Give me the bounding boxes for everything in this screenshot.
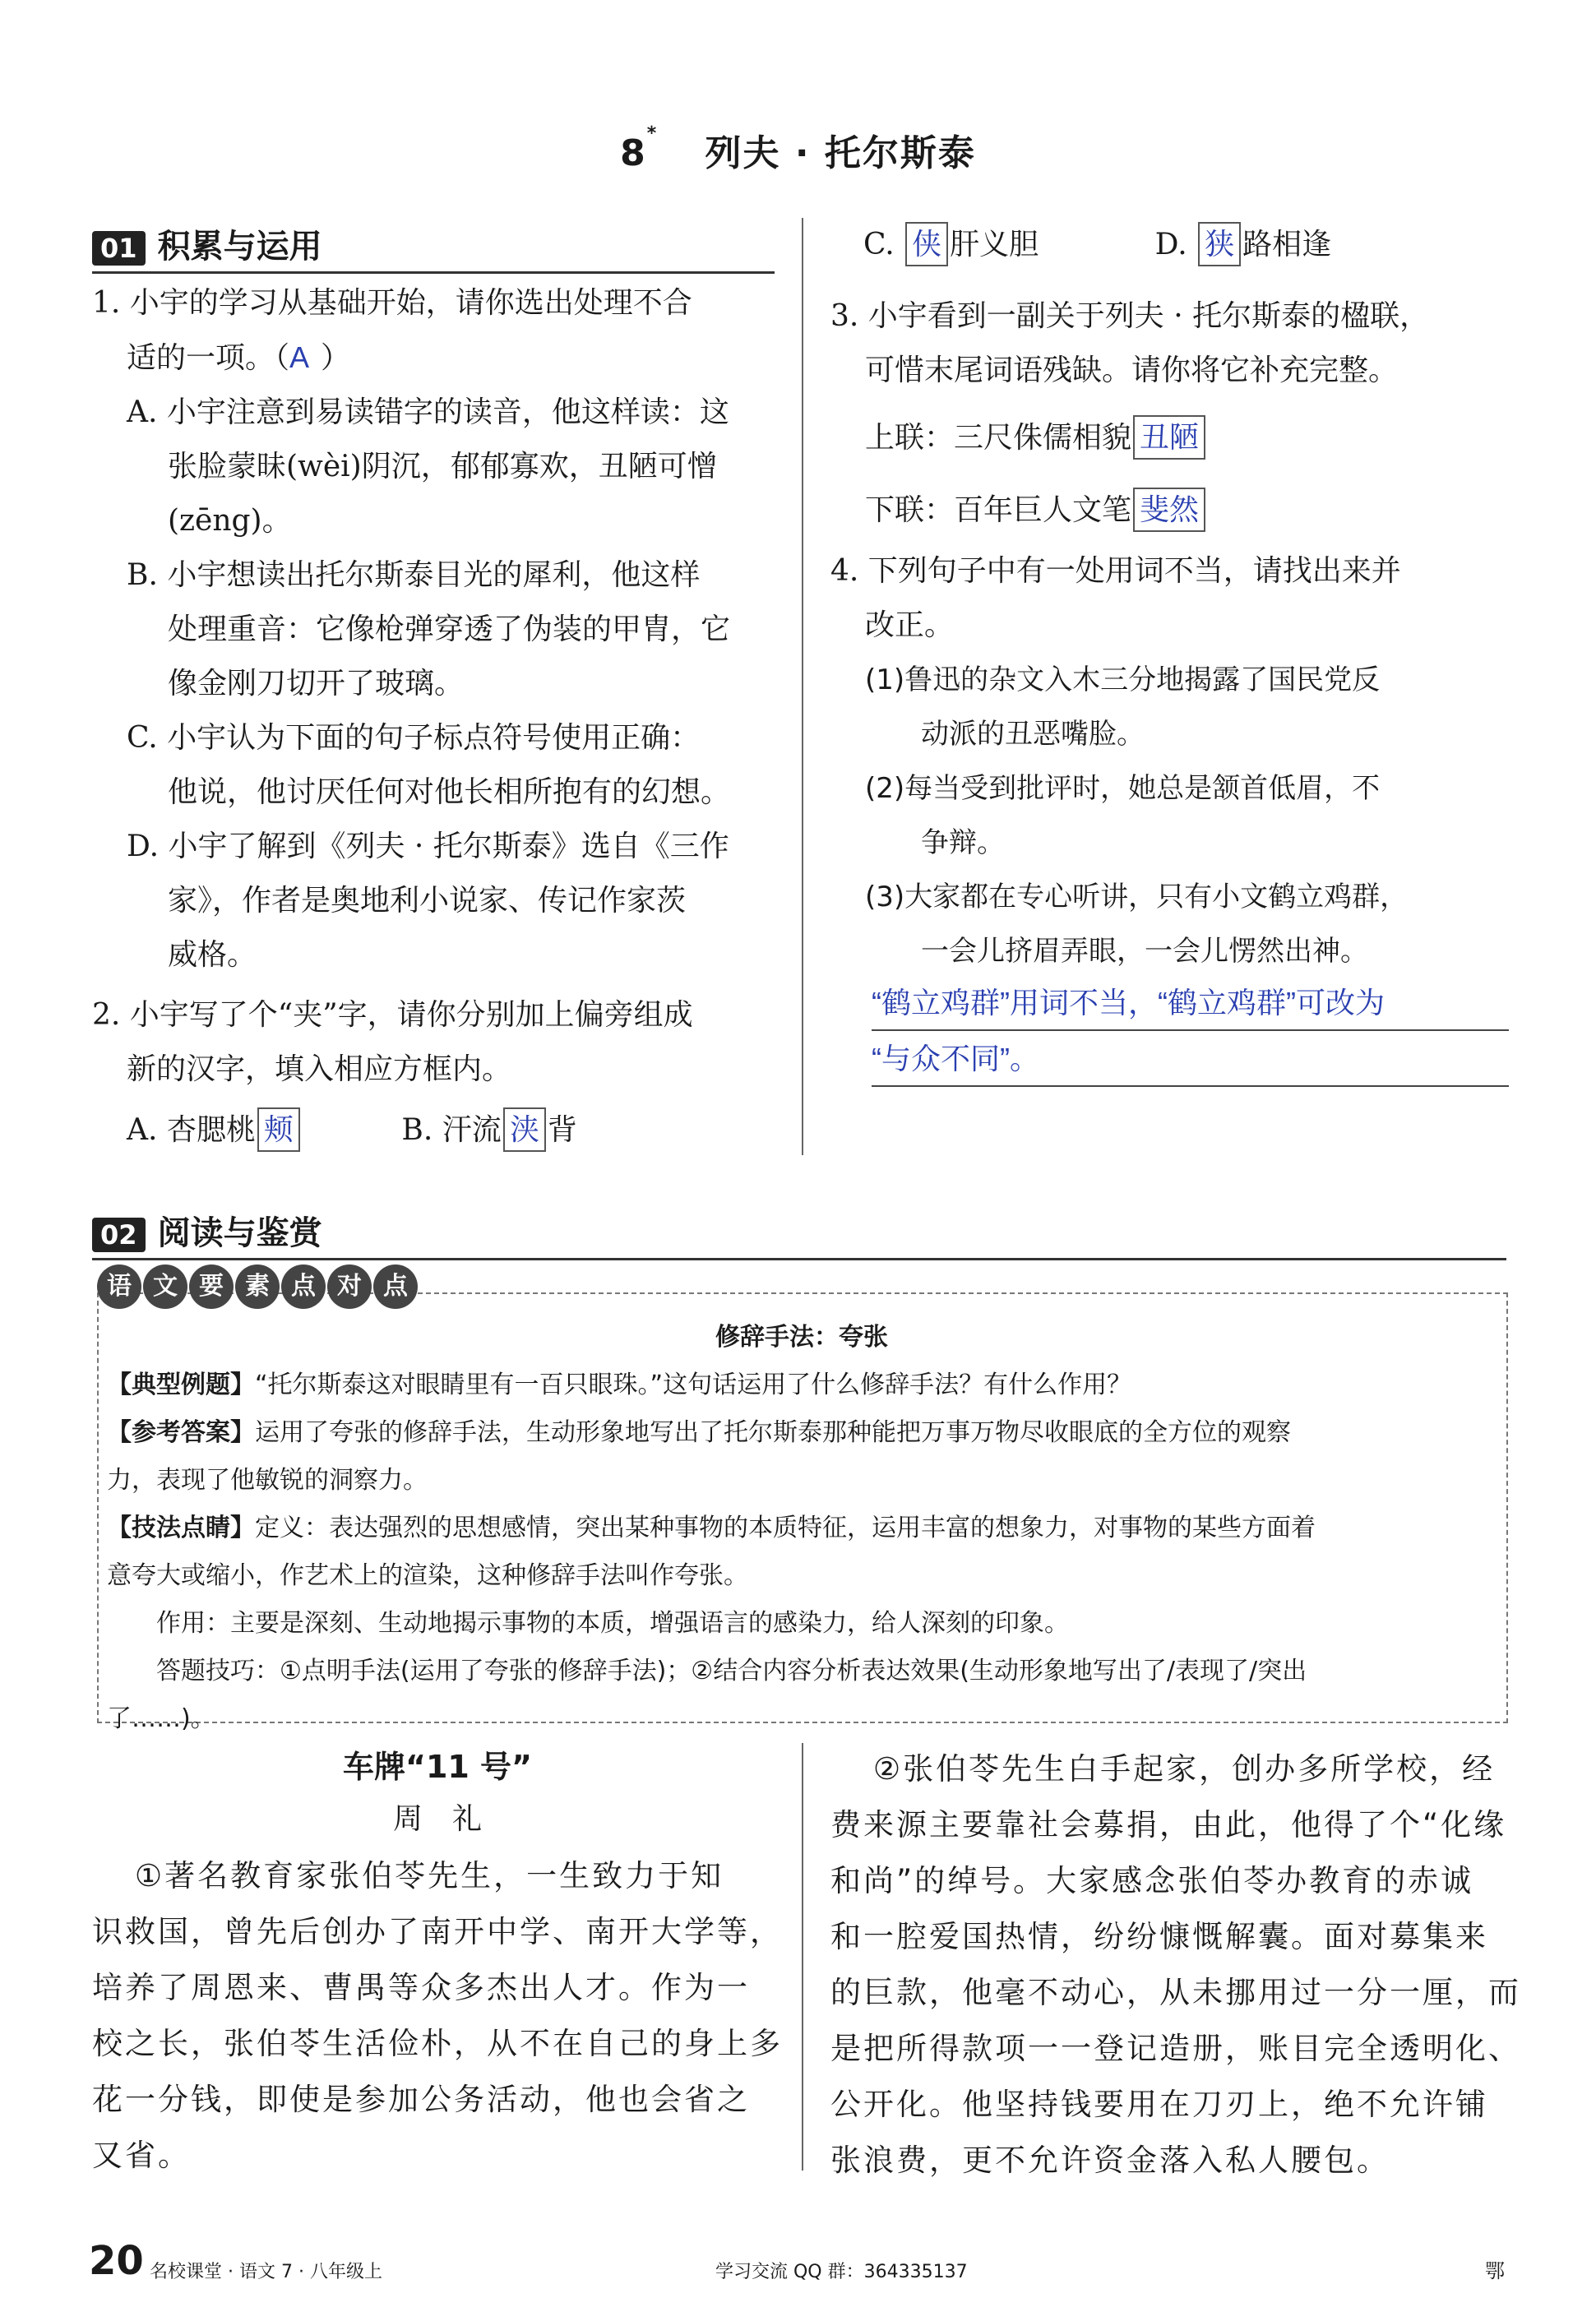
question-3: 3. 小宇看到一副关于列夫 · 托尔斯泰的楹联， 可惜末尾词语残缺。请你将它补充完整。 上联：三尺侏儒相貌 丑陋 下联：百年巨人文笔 斐然 xyxy=(830,289,1521,538)
qq-group: 学习交流 QQ 群：364335137 xyxy=(715,2262,968,2282)
reading-author: 周 礼 xyxy=(392,1802,482,1836)
answer-q4-line1: “鹤立鸡群”用词不当，“鹤立鸡群”可改为 xyxy=(872,986,1385,1019)
answer-box-down: 斐然 xyxy=(1133,488,1205,532)
question-1: 1. 小宇的学习从基础开始，请你选出处理不合 适的一项。（A ） A. 小宇注意到易读错字的读音，他这样读：这 张脸蒙昧(wèi)阴沉，郁郁寡欢，丑陋可憎 (zēng)。 B. 小宇想读出托尔斯泰目光的犀利，他这样 处理重音：它像枪弹穿透了伪装的甲胄，它 像金刚刀切开了玻璃。 C. 小宇认为下面的句子标点符号使用正确： 他说，他讨厌任何对他长相所抱有的幻想。 D. 小宇了解到《列夫 · 托尔斯泰》选自《三作 家》，作者是奥地利小说家、传记作家茨 威格。 xyxy=(92,286,731,972)
answer-box-d: 狭 xyxy=(1198,222,1241,266)
knowledge-heading: 修辞手法：夸张 xyxy=(715,1323,888,1352)
reading-paragraph-1: ①著名教育家张伯苓先生，一生致力于知 识救国，曾先后创办了南开中学、南开大学等， 培养了周恩来、曹禺等众多杰出人才。作为一 校之长，张伯苓生活俭朴，从不在自己的身上多 花一分钱，即使是参加公务活动，他也会省之 又省。 xyxy=(92,1858,783,2173)
answer-box-up: 丑陋 xyxy=(1133,415,1205,460)
question-2-cd: C. 侠 肝义胆 D. 狭 路相逢 xyxy=(863,218,1521,272)
section-rule xyxy=(92,271,775,274)
section-title: 阅读与鉴赏 xyxy=(157,1214,322,1252)
knowledge-banner: 语 文 要 素 点 对 点 xyxy=(97,1264,418,1314)
column-divider xyxy=(802,218,803,1155)
page-title: 8* 列夫 · 托尔斯泰 xyxy=(620,123,976,174)
reading-title: 车牌“11 号” xyxy=(342,1749,533,1785)
answer-line xyxy=(872,1085,1509,1087)
section-rule xyxy=(92,1258,1506,1260)
page-number: 20 xyxy=(89,2238,144,2284)
column-divider xyxy=(802,1743,803,2171)
answer-box-b: 浃 xyxy=(503,1107,546,1152)
section-header-1 xyxy=(92,220,322,267)
answer-q1: A xyxy=(289,340,310,374)
answer-q4-line2: “与众不同”。 xyxy=(872,1042,1039,1075)
section-header-2 xyxy=(92,1207,322,1254)
region-mark: 鄂 xyxy=(1485,2259,1505,2282)
book-title: 名校课堂 · 语文 7 · 八年级上 xyxy=(150,2262,382,2282)
section-title: 积累与运用 xyxy=(157,228,322,266)
section-badge: 02 xyxy=(92,1218,146,1252)
answer-box-a: 颊 xyxy=(257,1107,300,1152)
section-badge: 01 xyxy=(92,231,146,266)
question-4: 4. 下列句子中有一处用词不当，请找出来并 改正。 (1)鲁迅的杂文入木三分地揭露了国民党反 动派的丑恶嘴脸。 (2)每当受到批评时，她总是颔首低眉，不 争辩。 (3)大家都在专心听讲，只有小文鹤立鸡群， 一会儿挤眉弄眼，一会儿愣然出神。 xyxy=(830,554,1409,968)
question-2: 2. 小宇写了个“夹”字，请你分别加上偏旁组成 新的汉字，填入相应方框内。 A. 杏腮桃 颊 B. 汗流 浃 背 xyxy=(92,988,783,1158)
reading-paragraph-2: ②张伯苓先生白手起家，创办多所学校，经 费来源主要靠社会募捐，由此，他得了个“化缘 和尚”的绰号。大家感念张伯苓办教育的赤诚 和一腔爱国热情，纷纷慷慨解囊。面对募集来 的巨款，他毫不动心，从未挪用过一分一厘，而 是把所得款项一一登记造册，账目完全透明化、 公开化。他坚持钱要用在刀刃上，绝不允许铺 张浪费，更不允许资金落入私人腰包。 xyxy=(830,1751,1521,2178)
answer-line xyxy=(872,1029,1509,1031)
answer-box-c: 侠 xyxy=(905,222,948,266)
knowledge-content: 修辞手法：夸张 【典型例题】“托尔斯泰这对眼睛里有一百只眼珠。”这句话运用了什么修辞手法？有什么作用？ 【参考答案】运用了夸张的修辞手法，生动形象地写出了托尔斯泰那种能把万事万物尽收眼底的全方位的观察 力，表现了他敏锐的洞察力。 【技法点睛】定义：表达强烈的思想感情，突出某种事物的本质特征，运用丰富的想象力，对事物的某些方面着 意夸大或缩小，作艺术上的渲染，这种修辞手法叫作夸张。 作用：主要是深刻、生动地揭示事物的本质，增强语言的感染力，给人深刻的印象。 答题技巧：①点明手法(运用了夸张的修辞手法)；②结合内容分析表达效果(生动形象地写出了/表现了/突出 了……)。 xyxy=(107,1314,1497,1743)
